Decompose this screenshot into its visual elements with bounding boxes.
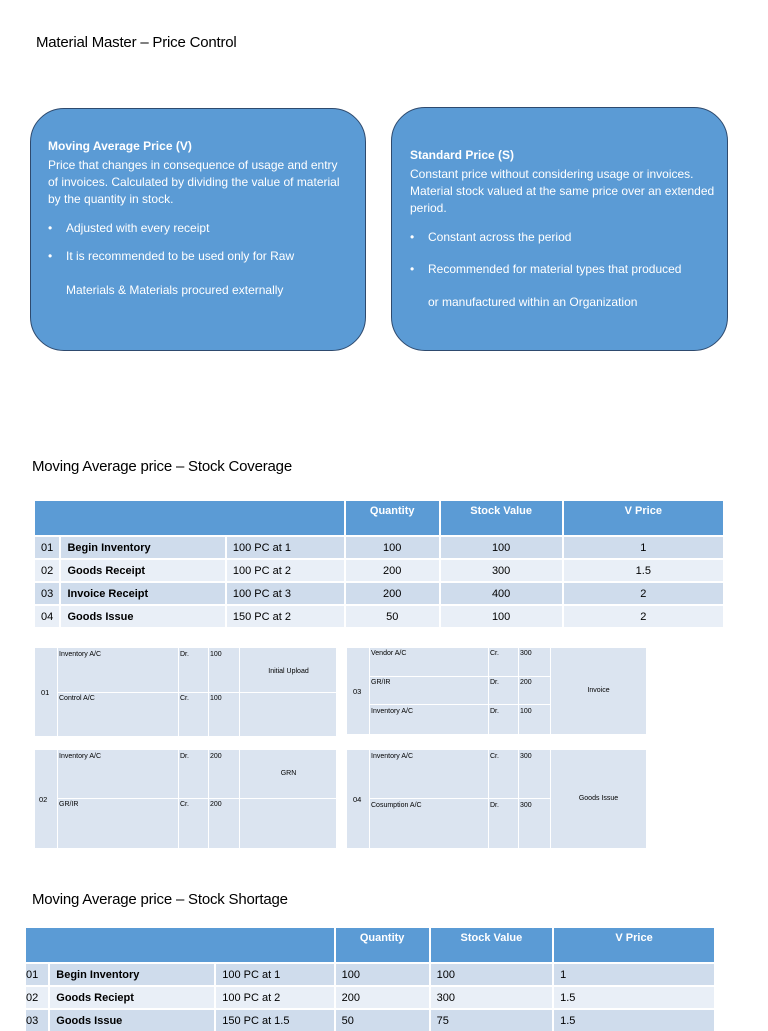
shortage-table	[26, 928, 714, 1031]
journal-side: Dr.	[180, 651, 189, 658]
journal-amount: 100	[520, 708, 532, 715]
row-num: 04	[35, 604, 61, 627]
row-desc: 150 PC at 1.5	[216, 1008, 335, 1031]
journal-account: Inventory A/C	[371, 753, 414, 760]
coverage-header-quantity: Quantity	[346, 501, 441, 535]
journal-label: Invoice	[587, 687, 610, 694]
journal-num: 03	[353, 687, 362, 696]
row-stock-value: 100	[431, 962, 554, 985]
journal-num: 01	[41, 688, 50, 697]
journal-amount: 200	[210, 801, 222, 808]
row-label: Goods Receipt	[61, 558, 226, 581]
row-quantity: 50	[346, 604, 441, 627]
table-row	[35, 604, 723, 627]
journal-side: Dr.	[490, 802, 499, 809]
journal-account: Vendor A/C	[371, 650, 407, 657]
moving-average-title: Moving Average Price (V)	[48, 139, 192, 153]
journal-side: Cr.	[180, 801, 189, 808]
row-num: 01	[35, 535, 61, 558]
journal-side: Cr.	[490, 753, 499, 760]
row-quantity: 200	[346, 558, 441, 581]
journal-account: Inventory A/C	[59, 753, 102, 760]
journal-account: Inventory A/C	[371, 708, 414, 715]
row-label: Begin Inventory	[50, 962, 216, 985]
row-stock-value: 100	[441, 535, 564, 558]
journal-side: Dr.	[490, 679, 499, 686]
row-desc: 100 PC at 2	[216, 985, 335, 1008]
table-row	[35, 581, 723, 604]
moving-average-bullet-2: • It is recommended to be used only for Raw	[48, 249, 349, 263]
journal-label: Initial Upload	[268, 668, 309, 675]
row-v-price: 1.5	[554, 985, 714, 1008]
row-v-price: 1.5	[564, 558, 723, 581]
row-quantity: 100	[346, 535, 441, 558]
journal-amount: 300	[520, 753, 532, 760]
row-label: Goods Issue	[50, 1008, 216, 1031]
row-quantity: 200	[346, 581, 441, 604]
standard-price-title: Standard Price (S)	[410, 148, 515, 162]
coverage-header-row	[35, 501, 723, 535]
coverage-table	[35, 501, 723, 627]
journal-account: GR/IR	[59, 801, 79, 808]
journal-label: Goods Issue	[578, 795, 619, 802]
standard-price-card	[391, 107, 728, 351]
coverage-header-stock-value: Stock Value	[441, 501, 564, 535]
moving-average-bullet-2-cont: Materials & Materials procured externally	[66, 283, 284, 297]
row-stock-value: 75	[431, 1008, 554, 1031]
row-v-price: 1.5	[554, 1008, 714, 1031]
row-num: 03	[35, 581, 61, 604]
page-title: Material Master – Price Control	[36, 34, 237, 51]
standard-price-bullet-1: • Constant across the period	[410, 230, 715, 244]
row-num: 03	[26, 1008, 50, 1031]
table-row	[26, 985, 714, 1008]
journal-account: Inventory A/C	[59, 651, 102, 658]
shortage-header-blank	[26, 928, 336, 962]
row-quantity: 200	[336, 985, 431, 1008]
moving-average-card	[30, 108, 366, 351]
table-row	[35, 558, 723, 581]
journal-side: Cr.	[490, 650, 499, 657]
table-row	[26, 1008, 714, 1031]
journal-amount: 200	[210, 753, 222, 760]
journal-account: Cosumption A/C	[371, 802, 422, 809]
journal-entry-04	[347, 750, 646, 848]
row-label: Goods Issue	[61, 604, 226, 627]
standard-price-bullet-2: • Recommended for material types that produced	[410, 262, 715, 276]
row-label: Invoice Receipt	[61, 581, 226, 604]
journal-side: Dr.	[180, 753, 189, 760]
journal-side: Cr.	[180, 695, 189, 702]
row-stock-value: 300	[441, 558, 564, 581]
shortage-header-stock-value: Stock Value	[431, 928, 554, 962]
journal-label: GRN	[280, 770, 297, 777]
moving-average-body: Price that changes in consequence of usage and entry of invoices. Calculated by dividing the value of material by the quantity in stock.	[48, 158, 340, 206]
journal-amount: 300	[520, 650, 532, 657]
row-desc: 100 PC at 1	[227, 535, 346, 558]
journal-amount: 100	[210, 651, 222, 658]
row-quantity: 50	[336, 1008, 431, 1031]
coverage-header-v-price: V Price	[564, 501, 723, 535]
row-v-price: 2	[564, 604, 723, 627]
journal-amount: 300	[520, 802, 532, 809]
row-v-price: 1	[564, 535, 723, 558]
row-num: 02	[35, 558, 61, 581]
shortage-header-v-price: V Price	[554, 928, 714, 962]
journal-account: Control A/C	[59, 695, 95, 702]
row-desc: 100 PC at 3	[227, 581, 346, 604]
journal-amount: 200	[520, 679, 532, 686]
row-stock-value: 100	[441, 604, 564, 627]
journal-num: 02	[39, 795, 48, 804]
row-desc: 100 PC at 1	[216, 962, 335, 985]
row-num: 02	[26, 985, 50, 1008]
row-num: 01	[26, 962, 50, 985]
row-v-price: 1	[554, 962, 714, 985]
moving-average-bullet-1: • Adjusted with every receipt	[48, 221, 349, 235]
journal-account: GR/IR	[371, 679, 391, 686]
journal-entry-03	[347, 648, 646, 734]
journal-side: Dr.	[490, 708, 499, 715]
row-quantity: 100	[336, 962, 431, 985]
coverage-heading: Moving Average price – Stock Coverage	[32, 458, 292, 475]
journal-entry-01	[35, 648, 336, 736]
coverage-header-blank	[35, 501, 346, 535]
journal-num: 04	[353, 795, 362, 804]
row-v-price: 2	[564, 581, 723, 604]
journal-entry-02	[35, 750, 336, 848]
row-desc: 100 PC at 2	[227, 558, 346, 581]
table-row	[26, 962, 714, 985]
table-row	[35, 535, 723, 558]
row-stock-value: 400	[441, 581, 564, 604]
shortage-heading: Moving Average price – Stock Shortage	[32, 891, 288, 908]
shortage-header-quantity: Quantity	[336, 928, 431, 962]
shortage-header-row	[26, 928, 714, 962]
standard-price-bullet-2-cont: or manufactured within an Organization	[428, 295, 638, 309]
row-desc: 150 PC at 2	[227, 604, 346, 627]
row-label: Begin Inventory	[61, 535, 226, 558]
row-stock-value: 300	[431, 985, 554, 1008]
row-label: Goods Reciept	[50, 985, 216, 1008]
standard-price-body: Constant price without considering usage or invoices. Material stock valued at the same price over an extended period.	[410, 167, 715, 215]
journal-amount: 100	[210, 695, 222, 702]
